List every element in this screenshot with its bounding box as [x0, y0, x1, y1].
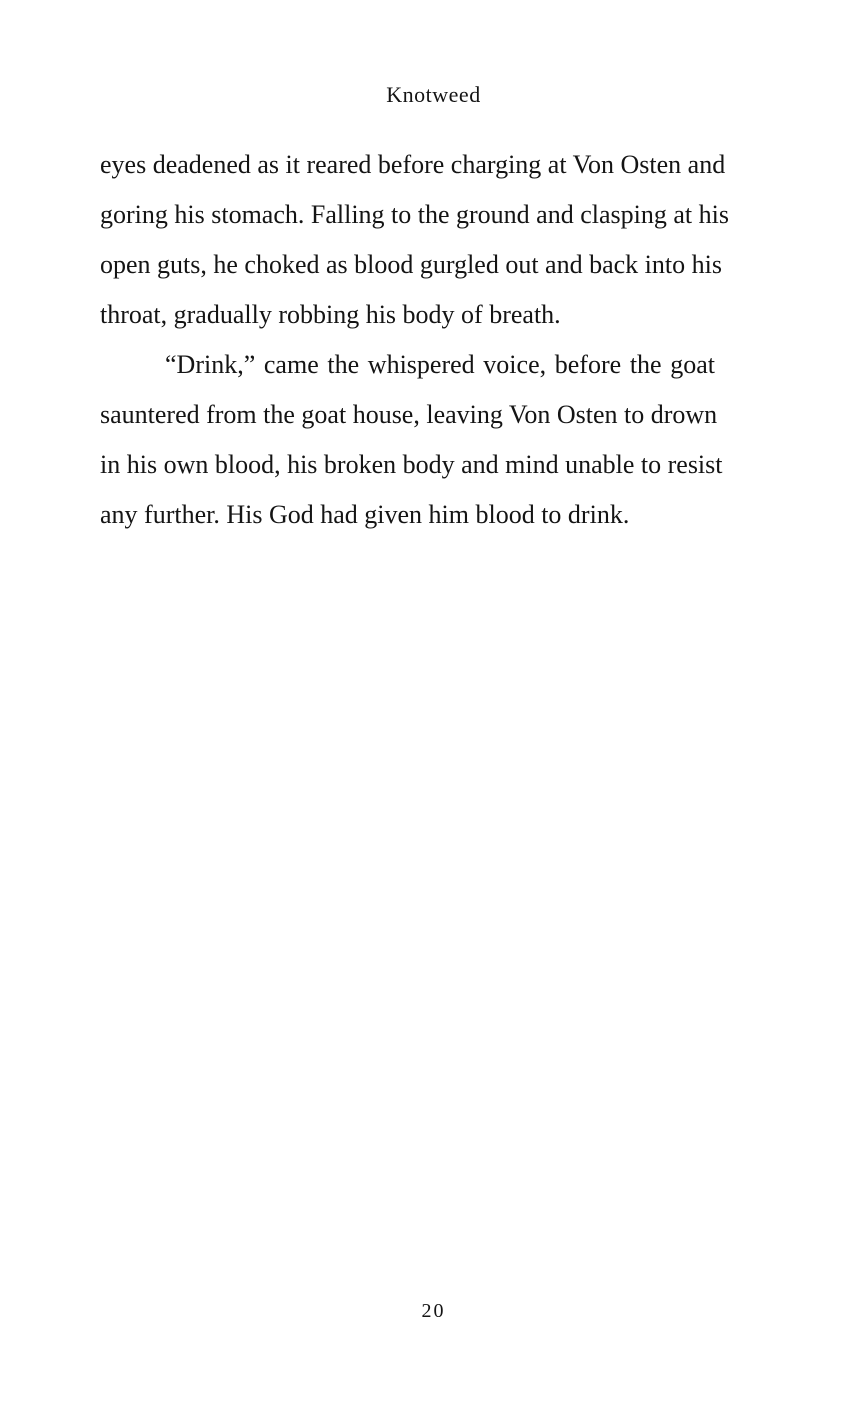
text-line: eyes deadened as it reared before charging at Von Osten and	[100, 150, 726, 179]
text-line: goring his stomach. Falling to the ground and clasping at his	[100, 200, 729, 229]
text-line: in his own blood, his broken body and mind unable to resist	[100, 450, 723, 479]
text-line: any further. His God had given him blood to drink.	[100, 500, 630, 529]
page-number: 20	[421, 1300, 446, 1322]
text-line: “Drink,” came the whispered voice, before the goat	[165, 350, 715, 379]
text-line: sauntered from the goat house, leaving Von Osten to drown	[100, 400, 718, 429]
text-line: open guts, he choked as blood gurgled out and back into his	[100, 250, 722, 279]
running-title: Knotweed	[386, 82, 481, 107]
paragraph-1	[100, 140, 729, 340]
body-text	[100, 140, 729, 540]
text-line: throat, gradually robbing his body of breath.	[100, 300, 561, 329]
paragraph-2	[100, 340, 723, 540]
